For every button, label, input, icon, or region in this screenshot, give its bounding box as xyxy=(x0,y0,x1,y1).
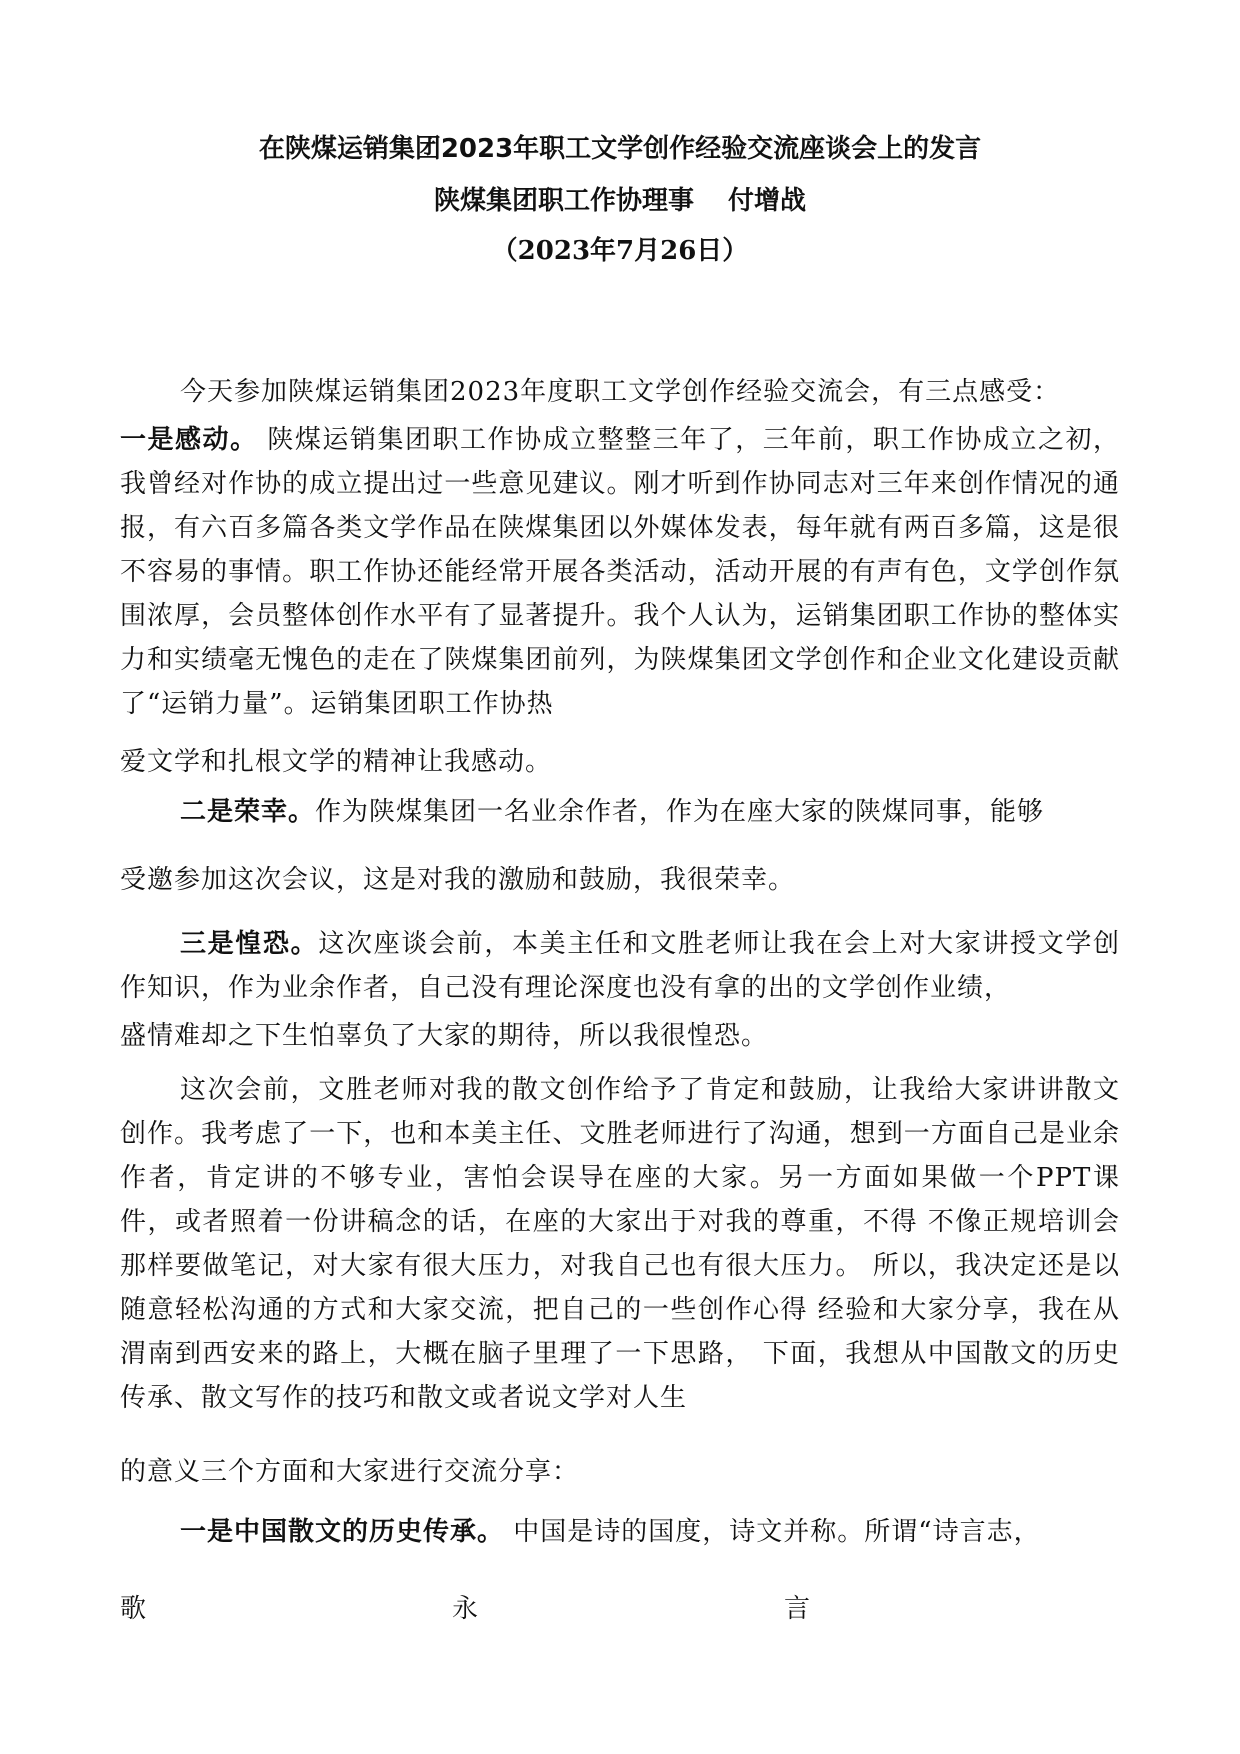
spread-char: 永 xyxy=(451,1594,478,1624)
paragraph-lead: 二是荣幸。 xyxy=(180,797,316,827)
speech-date: （2023年7月26日） xyxy=(491,236,749,266)
paragraph-body: 作为陕煤集团一名业余作者，作为在座大家的陕煤同事，能够 xyxy=(315,797,1045,827)
paragraph-apprehensive xyxy=(120,922,1120,1010)
spread-char: 歌 xyxy=(120,1594,147,1624)
paragraph-body: 中国是诗的国度，诗文并称。所谓“诗言志， xyxy=(504,1517,1041,1547)
paragraph-lead: 一是感动。 xyxy=(120,425,258,455)
speaker-name: 付增战 xyxy=(728,186,807,216)
paragraph-honored-tail: 受邀参加这次会议，这是对我的激励和鼓励，我很荣幸。 xyxy=(120,865,796,895)
paragraph-moved xyxy=(120,418,1120,726)
spread-line xyxy=(120,1588,810,1625)
speaker-line xyxy=(0,180,1240,217)
paragraph-approach-tail: 的意义三个方面和大家进行交流分享： xyxy=(120,1457,580,1487)
paragraph-lead: 三是惶恐。 xyxy=(180,929,319,959)
paragraph-moved-tail: 爱文学和扎根文学的精神让我感动。 xyxy=(120,747,553,777)
speaker-role: 陕煤集团职工作协理事 xyxy=(433,186,694,216)
paragraph-apprehensive-tail: 盛情难却之下生怕辜负了大家的期待，所以我很惶恐。 xyxy=(120,1021,769,1051)
paragraph-body: 这次座谈会前，本美主任和文胜老师让我在会上对大家讲授文学创作知识，作为业余作者，自己没有理论深度也没有拿的出的文学创作业绩， xyxy=(120,929,1120,1003)
intro-paragraph: 今天参加陕煤运销集团2023年度职工文学创作经验交流会，有三点感受： xyxy=(180,377,1061,407)
paragraph-approach: 这次会前，文胜老师对我的散文创作给予了肯定和鼓励，让我给大家讲讲散文创作。我考虑了一下，也和本美主任、文胜老师进行了沟通，想到一方面自己是业余作者，肯定讲的不够专业，害怕会误导在座的大家。另一方面如果做一个PPT课件，或者照着一份讲稿念的话，在座的大家出于对我的尊重，不得 不像正规培训会那样要做笔记，对大家有很大压力，对我自己也有很大压力。 所以，我决定还是以随意轻松沟通的方式和大家交流，把自己的一些创作心得 经验和大家分享，我在从渭南到西安来的路上，大概在脑子里理了一下思路， 下面，我想从中国散文的历史传承、散文写作的技巧和散文或者说文学对人生 xyxy=(120,1075,1120,1413)
paragraph-history xyxy=(120,1510,1120,1554)
paragraph-honored xyxy=(120,790,1120,834)
spread-char: 言 xyxy=(783,1594,810,1624)
paragraph-lead: 一是中国散文的历史传承。 xyxy=(180,1517,505,1547)
document-title: 在陕煤运销集团2023年职工文学创作经验交流座谈会上的发言 xyxy=(258,134,982,164)
paragraph-body: 陕煤运销集团职工作协成立整整三年了，三年前，职工作协成立之初，我曾经对作协的成立提出过一些意见建议。刚才听到作协同志对三年来创作情况的通报，有六百多篇各类文学作品在陕煤集团以外媒体发表，每年就有两百多篇，这是很不容易的事情。职工作协还能经常开展各类活动，活动开展的有声有色，文学创作氛围浓厚，会员整体创作水平有了显著提升。我个人认为，运销集团职工作协的整体实力和实绩毫无愧色的走在了陕煤集团前列，为陕煤集团文学创作和企业文化建设贡献了“运销力量”。运销集团职工作协热 xyxy=(120,425,1120,719)
